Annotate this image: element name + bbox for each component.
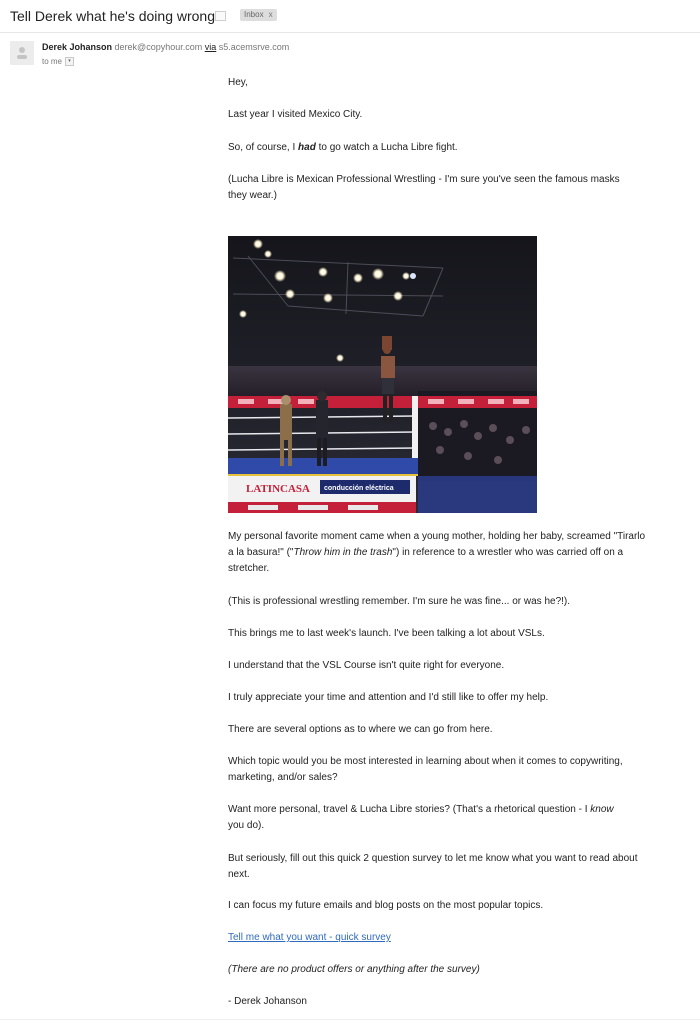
body-paragraph: But seriously, fill out this quick 2 question survey to let me know what you want to read about next. bbox=[228, 853, 638, 880]
body-paragraph: I truly appreciate your time and attention and I'd still like to offer my help. bbox=[228, 692, 549, 703]
body-paragraph bbox=[228, 802, 628, 834]
body-paragraph bbox=[228, 140, 668, 156]
important-marker-icon[interactable] bbox=[215, 11, 226, 21]
divider bbox=[0, 1019, 700, 1020]
emphasis-text: (There are no product offers or anything after the survey) bbox=[228, 964, 480, 975]
body-paragraph: (This is professional wrestling remember. I'm sure he was fine... or was he?!). bbox=[228, 596, 571, 607]
body-paragraph: I understand that the VSL Course isn't quite right for everyone. bbox=[228, 660, 505, 671]
sender-email: derek@copyhour.com bbox=[114, 42, 203, 52]
chevron-down-icon[interactable]: ▾ bbox=[65, 57, 74, 66]
text-span: you do). bbox=[228, 820, 265, 831]
body-paragraph: Last year I visited Mexico City. bbox=[228, 109, 363, 120]
remove-label-icon[interactable]: x bbox=[268, 10, 273, 19]
photo-banner-small-text: conducción eléctrica bbox=[324, 485, 394, 492]
subject-bar bbox=[0, 0, 700, 33]
email-subject: Tell Derek what he's doing wrong bbox=[10, 8, 216, 24]
body-paragraph: (Lucha Libre is Mexican Professional Wrestling - I'm sure you've seen the famous masks they wear.) bbox=[228, 174, 620, 201]
greeting: Hey, bbox=[228, 77, 248, 88]
recipient-text: to me bbox=[42, 57, 63, 66]
sender-line bbox=[42, 42, 289, 52]
body-paragraph bbox=[228, 529, 653, 577]
survey-link[interactable]: Tell me what you want - quick survey bbox=[228, 932, 391, 943]
lucha-libre-photo bbox=[228, 236, 537, 513]
body-paragraph bbox=[228, 962, 668, 978]
emphasis-text: had bbox=[298, 142, 316, 153]
inbox-label-chip[interactable] bbox=[240, 9, 277, 21]
via-domain: s5.acemsrve.com bbox=[218, 42, 290, 52]
survey-link-paragraph bbox=[228, 930, 668, 946]
text-span: Want more personal, travel & Lucha Libre stories? (That's a rhetorical question - I bbox=[228, 804, 591, 815]
text-span: to go watch a Lucha Libre fight. bbox=[315, 142, 458, 153]
body-paragraph: Which topic would you be most interested in learning about when it comes to copywriting, marketing, and/or sales? bbox=[228, 756, 623, 783]
sender-header bbox=[10, 40, 690, 70]
text-span: ") in reference to a wrestler who was carried off on a stretcher. bbox=[228, 547, 624, 574]
emphasis-text: know bbox=[590, 804, 614, 815]
person-silhouette-icon[interactable] bbox=[10, 41, 34, 65]
text-span: So, of course, I bbox=[228, 142, 299, 153]
sign-off: - Derek Johanson bbox=[228, 996, 307, 1007]
via-link[interactable]: via bbox=[204, 42, 217, 52]
inbox-label-text: Inbox bbox=[244, 10, 264, 19]
recipient-line bbox=[42, 57, 74, 66]
photo-banner-text: LATINCASA bbox=[246, 483, 310, 495]
emphasis-text: Throw him in the trash bbox=[293, 547, 393, 558]
body-paragraph: I can focus my future emails and blog posts on the most popular topics. bbox=[228, 900, 544, 911]
body-paragraph: This brings me to last week's launch. I've been talking a lot about VSLs. bbox=[228, 628, 545, 639]
text-span: My personal favorite moment came when a young mother, holding her baby, screamed "Tirarlo a la basura!" (" bbox=[228, 531, 646, 558]
sender-name[interactable]: Derek Johanson bbox=[42, 42, 113, 52]
body-paragraph: There are several options as to where we can go from here. bbox=[228, 724, 493, 735]
